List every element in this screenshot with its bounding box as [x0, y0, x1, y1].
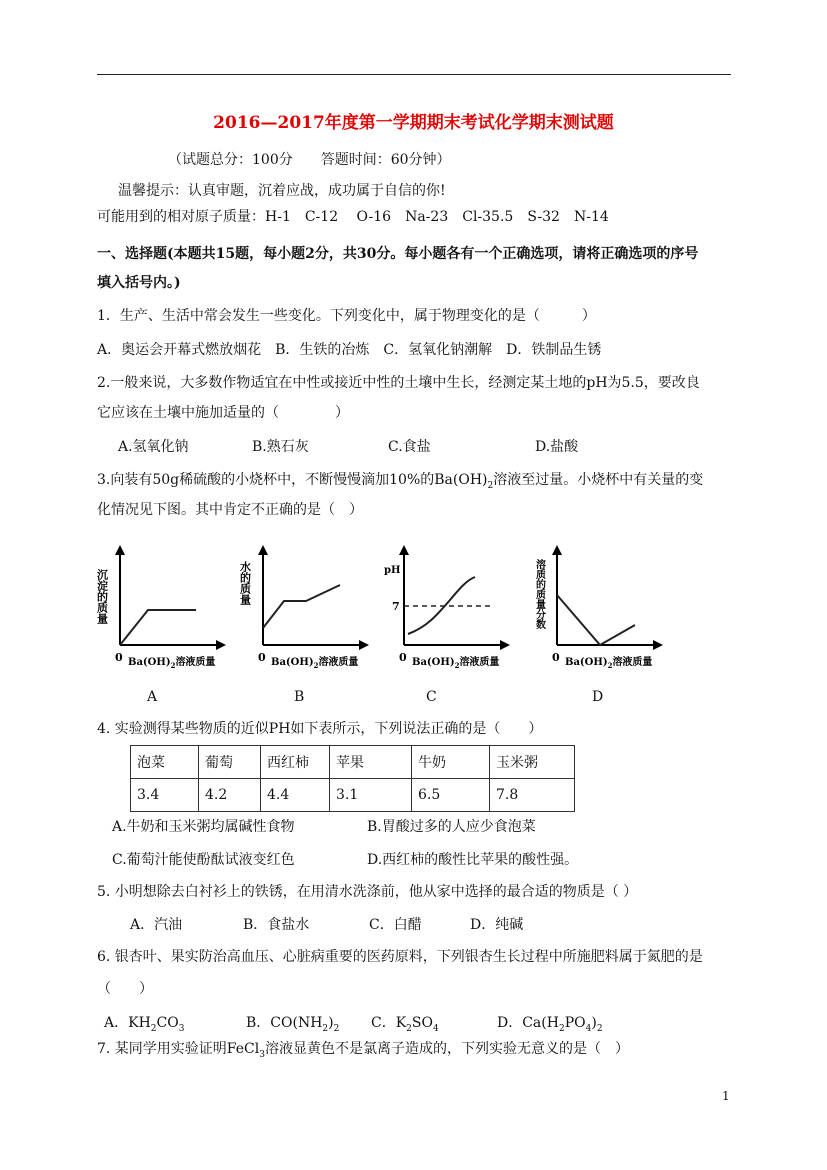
q4-stem: 4. 实验测得某些物质的近似PH如下表所示，下列说法正确的是（ ） — [97, 721, 543, 737]
q6-stem-line2: （ ） — [97, 981, 153, 997]
q6-option-a: A．$KH_2CO_3$ — [104, 1015, 185, 1034]
chart-a-ylabel: 沉淀的质量 — [95, 569, 109, 624]
section-heading-line2: 填入括号内。) — [97, 275, 181, 291]
ph-table-value-cell: 6.5 — [412, 779, 490, 812]
page-title: 2016—2017年度第一学期期末考试化学期末测试题 — [213, 113, 614, 133]
q1-stem: 1．生产、生活中常会发生一些变化。下列变化中，属于物理变化的是（ ） — [97, 308, 596, 324]
ph-table-header-cell: 玉米粥 — [490, 746, 575, 779]
q6-stem-line1: 6. 银杏叶、果实防治高血压、心脏病重要的医药原料，下列银杏生长过程中所施肥料属于氮肥的是 — [97, 949, 703, 965]
chart-c-xlabel: $Ba(OH)_2$溶液质量 — [412, 657, 500, 670]
q5-option-d: D．纯碱 — [470, 917, 524, 933]
chart-d — [535, 545, 675, 680]
chart-d-origin: 0 — [552, 651, 560, 664]
ph-table-header-cell: 苹果 — [330, 746, 412, 779]
chart-b-xlabel: $Ba(OH)_2$溶液质量 — [271, 657, 359, 670]
chart-d-ylabel: 溶质的质量分数 — [533, 559, 545, 629]
chart-a-xlabel: $Ba(OH)_2$溶液质量 — [128, 657, 216, 670]
q2-stem-line1: 2.一般来说，大多数作物适宜在中性或接近中性的土壤中生长，经测定某土地的pH为5.5，要改良 — [97, 375, 700, 391]
ph-table-header-cell: 葡萄 — [199, 746, 261, 779]
q1-options: A．奥运会开幕式燃放烟花 B．生铁的冶炼 C．氢氧化钠潮解 D．铁制品生锈 — [97, 342, 602, 358]
chart-d-xlabel: $Ba(OH)_2$溶液质量 — [565, 657, 653, 670]
ph-table-header-cell: 牛奶 — [412, 746, 490, 779]
chart-c-ref-label: 7 — [392, 600, 400, 613]
ph-table-value-cell: 7.8 — [490, 779, 575, 812]
chart-c-origin: 0 — [399, 651, 407, 664]
ph-table-value-row — [131, 779, 575, 812]
page-number: 1 — [722, 1089, 730, 1103]
ph-table — [130, 745, 575, 812]
ph-table-value-cell: 3.1 — [330, 779, 412, 812]
chart-a-label: A — [147, 689, 158, 705]
ph-table-header-row — [131, 746, 575, 779]
q2-option-a: A.氢氧化钠 — [118, 439, 189, 455]
q2-option-c: C.食盐 — [388, 439, 431, 455]
q5-stem: 5. 小明想除去白衬衫上的铁锈，在用清水洗涤前，他从家中选择的最合适的物质是（ ） — [97, 884, 638, 900]
ph-table-header-cell: 西红柿 — [261, 746, 330, 779]
ph-table-value-cell: 4.2 — [199, 779, 261, 812]
chart-a-origin: 0 — [115, 651, 123, 664]
q3-stem-line2: 化情况见下图。其中肯定不正确的是（ ） — [97, 502, 363, 518]
section-heading-line1: 一、选择题(本题共15题，每小题2分，共30分。每小题各有一个正确选项，请将正确选项的序号 — [97, 246, 699, 262]
tip-text: 温馨提示：认真审题，沉着应战，成功属于自信的你! — [118, 183, 446, 199]
q2-option-d: D.盐酸 — [535, 439, 579, 455]
q2-stem-line2: 它应该在土壤中施加适量的（ ） — [97, 405, 349, 421]
chart-b-label: B — [294, 689, 305, 705]
q5-option-b: B．食盐水 — [243, 917, 310, 933]
q4-option-a: A.牛奶和玉米粥均属碱性食物 — [112, 819, 295, 835]
ph-table-header-cell: 泡菜 — [131, 746, 199, 779]
q6-option-b: B．$CO(NH_2)_2$ — [246, 1015, 340, 1034]
top-rule — [97, 74, 731, 75]
chart-c-ylabel: pH — [384, 565, 401, 576]
q5-option-c: C．白醋 — [369, 917, 422, 933]
chart-b-curve — [263, 585, 340, 628]
chart-a-curve — [120, 610, 196, 645]
q4-option-b: B.胃酸过多的人应少食泡菜 — [367, 819, 536, 835]
exam-info: （试题总分：100分 答题时间：60分钟） — [168, 152, 451, 168]
q2-option-b: B.熟石灰 — [252, 439, 309, 455]
ph-table-value-cell: 3.4 — [131, 779, 199, 812]
q3-stem-line1: 3.向装有50g稀硫酸的小烧杯中，不断慢慢滴加10%的$Ba(OH)_2$溶液至过量。小烧杯中有关量的变 — [97, 472, 704, 491]
atomic-masses: 可能用到的相对原子质量：H-1 C-12 O-16 Na-23 Cl-35.5 S-32 N-14 — [97, 209, 609, 225]
q7-stem: 7. 某同学用实验证明FeCl$_3$溶液显黄色不是氯离子造成的，下列实验无意义的是（ ） — [97, 1041, 629, 1060]
ph-table-value-cell: 4.4 — [261, 779, 330, 812]
chart-c-label: C — [426, 689, 437, 705]
chart-c — [382, 545, 522, 680]
chart-d-curve — [557, 595, 635, 645]
chart-b-origin: 0 — [258, 651, 266, 664]
q6-option-d: D．$Ca(H_2PO_4)_2$ — [497, 1015, 603, 1034]
chart-a — [95, 545, 238, 680]
chart-b-ylabel: 水的质量 — [238, 561, 252, 605]
q6-option-c: C．$K_2SO_4$ — [371, 1015, 439, 1034]
chart-b — [238, 545, 381, 680]
q4-option-c: C.葡萄汁能使酚酞试液变红色 — [112, 852, 295, 868]
q5-option-a: A．汽油 — [130, 917, 183, 933]
chart-d-label: D — [592, 689, 604, 705]
q4-option-d: D.西红柿的酸性比苹果的酸性强。 — [367, 852, 579, 868]
